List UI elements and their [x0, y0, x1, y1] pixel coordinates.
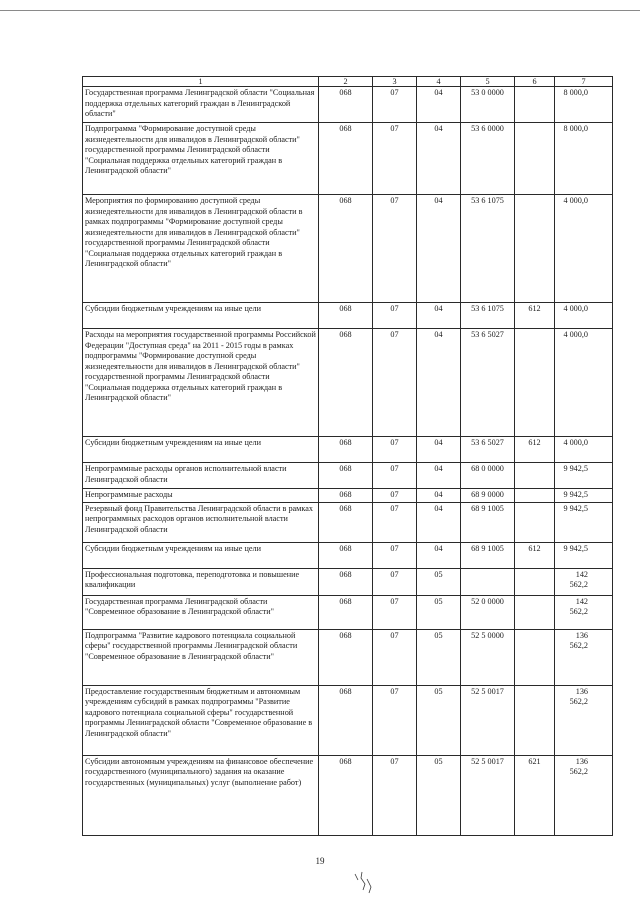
table-row — [83, 755, 613, 835]
row-code-3: 07 — [373, 755, 417, 835]
row-code-5: 52 0 0000 — [461, 595, 515, 629]
row-amount: 9 942,5 — [555, 489, 613, 503]
row-code-3: 07 — [373, 595, 417, 629]
row-code-5: 53 6 5027 — [461, 329, 515, 437]
row-code-2: 068 — [319, 568, 373, 595]
row-code-3: 07 — [373, 463, 417, 489]
table-row — [83, 463, 613, 489]
column-header: 7 — [555, 77, 613, 87]
table-row — [83, 123, 613, 195]
row-amount: 4 000,0 — [555, 437, 613, 463]
row-code-6 — [515, 329, 555, 437]
row-code-2: 068 — [319, 87, 373, 123]
row-amount: 136 562,2 — [555, 629, 613, 685]
row-name: Предоставление государственным бюджетным и автономным учреждениям субсидий в рамках подпрограммы "Развитие кадрового потенциала социальной сферы" государственной программы Ленинградской области "Современное образование в Ленинградской области" — [83, 685, 319, 755]
table-row — [83, 87, 613, 123]
row-code-4: 04 — [417, 329, 461, 437]
row-name: Подпрограмма "Развитие кадрового потенциала социальной сферы" государственной программы Ленинградской области "Современное образование в Ленинградской области" — [83, 629, 319, 685]
table-row — [83, 303, 613, 329]
column-header: 3 — [373, 77, 417, 87]
row-code-6 — [515, 123, 555, 195]
row-code-6: 612 — [515, 437, 555, 463]
row-code-4: 04 — [417, 87, 461, 123]
row-code-4: 04 — [417, 437, 461, 463]
row-code-5: 53 6 1075 — [461, 195, 515, 303]
row-name: Субсидии бюджетным учреждениям на иные цели — [83, 542, 319, 568]
row-code-3: 07 — [373, 123, 417, 195]
row-code-6: 612 — [515, 542, 555, 568]
row-code-5: 68 9 1005 — [461, 542, 515, 568]
row-code-2: 068 — [319, 685, 373, 755]
row-code-3: 07 — [373, 329, 417, 437]
row-code-3: 07 — [373, 542, 417, 568]
row-code-6: 612 — [515, 303, 555, 329]
row-code-2: 068 — [319, 629, 373, 685]
table-row — [83, 329, 613, 437]
row-code-5: 53 6 0000 — [461, 123, 515, 195]
row-code-2: 068 — [319, 195, 373, 303]
row-code-5: 68 9 1005 — [461, 502, 515, 542]
row-code-2: 068 — [319, 303, 373, 329]
row-code-3: 07 — [373, 568, 417, 595]
row-code-4: 05 — [417, 595, 461, 629]
row-amount: 4 000,0 — [555, 303, 613, 329]
row-name: Профессиональная подготовка, переподготовка и повышение квалификации — [83, 568, 319, 595]
row-amount: 8 000,0 — [555, 87, 613, 123]
row-code-6 — [515, 595, 555, 629]
row-code-3: 07 — [373, 685, 417, 755]
table-row — [83, 195, 613, 303]
row-code-5: 68 9 0000 — [461, 489, 515, 503]
row-code-6 — [515, 87, 555, 123]
row-code-4: 04 — [417, 463, 461, 489]
row-amount: 4 000,0 — [555, 329, 613, 437]
row-amount: 136 562,2 — [555, 685, 613, 755]
row-code-5 — [461, 568, 515, 595]
row-name: Государственная программа Ленинградской области "Современное образование в Ленинградской области" — [83, 595, 319, 629]
scan-top-edge-line — [0, 10, 640, 11]
row-name: Подпрограмма "Формирование доступной среды жизнедеятельности для инвалидов в Ленинградской области" государственной программы Ленинградской области "Социальная поддержка отдельных категорий граждан в Ленинградской области" — [83, 123, 319, 195]
table-row — [83, 595, 613, 629]
page-number: 19 — [315, 856, 325, 866]
row-code-2: 068 — [319, 329, 373, 437]
row-name: Непрограммные расходы — [83, 489, 319, 503]
row-code-4: 05 — [417, 755, 461, 835]
row-code-4: 05 — [417, 685, 461, 755]
row-amount: 9 942,5 — [555, 502, 613, 542]
row-name: Субсидии бюджетным учреждениям на иные цели — [83, 303, 319, 329]
row-amount: 136 562,2 — [555, 755, 613, 835]
row-name: Резервный фонд Правительства Ленинградской области в рамках непрограммных расходов органов исполнительной власти Ленинградской области — [83, 502, 319, 542]
row-code-3: 07 — [373, 195, 417, 303]
row-code-5: 52 5 0000 — [461, 629, 515, 685]
table-row — [83, 685, 613, 755]
row-amount: 142 562,2 — [555, 568, 613, 595]
row-code-2: 068 — [319, 595, 373, 629]
column-header: 6 — [515, 77, 555, 87]
row-code-2: 068 — [319, 463, 373, 489]
row-name: Субсидии бюджетным учреждениям на иные цели — [83, 437, 319, 463]
row-code-4: 04 — [417, 123, 461, 195]
row-code-5: 53 6 1075 — [461, 303, 515, 329]
row-code-5: 53 6 5027 — [461, 437, 515, 463]
table-row — [83, 629, 613, 685]
table-row — [83, 568, 613, 595]
row-code-2: 068 — [319, 755, 373, 835]
row-code-3: 07 — [373, 303, 417, 329]
row-name: Непрограммные расходы органов исполнительной власти Ленинградской области — [83, 463, 319, 489]
column-header: 2 — [319, 77, 373, 87]
row-code-3: 07 — [373, 437, 417, 463]
table-row — [83, 437, 613, 463]
table-row — [83, 542, 613, 568]
row-name: Субсидии автономным учреждениям на финансовое обеспечение государственного (муниципального) задания на оказание государственных (муниципальных) услуг (выполнение работ) — [83, 755, 319, 835]
table-row — [83, 489, 613, 503]
row-code-3: 07 — [373, 502, 417, 542]
row-amount: 4 000,0 — [555, 195, 613, 303]
row-name: Мероприятия по формированию доступной среды жизнедеятельности для инвалидов в Ленинградской области в рамках подпрограммы "Формирование доступной среды жизнедеятельности для инвалидов в Ленинградской области" государственной программы Ленинградской области "Социальная поддержка отдельных категорий граждан в Ленинградской области" — [83, 195, 319, 303]
row-code-5: 68 0 0000 — [461, 463, 515, 489]
row-code-4: 04 — [417, 502, 461, 542]
row-code-2: 068 — [319, 437, 373, 463]
row-amount: 9 942,5 — [555, 542, 613, 568]
row-code-2: 068 — [319, 542, 373, 568]
row-code-6 — [515, 685, 555, 755]
table-header-row — [83, 77, 613, 87]
row-name: Государственная программа Ленинградской области "Социальная поддержка отдельных категорий граждан в Ленинградской области" — [83, 87, 319, 123]
column-header: 5 — [461, 77, 515, 87]
row-amount: 9 942,5 — [555, 463, 613, 489]
row-code-3: 07 — [373, 87, 417, 123]
row-code-5: 52 5 0017 — [461, 755, 515, 835]
row-code-6 — [515, 502, 555, 542]
row-code-2: 068 — [319, 489, 373, 503]
row-amount: 142 562,2 — [555, 595, 613, 629]
row-code-6: 621 — [515, 755, 555, 835]
column-header: 4 — [417, 77, 461, 87]
row-amount: 8 000,0 — [555, 123, 613, 195]
row-code-4: 05 — [417, 629, 461, 685]
scan-scribble-icon — [352, 870, 376, 896]
row-code-2: 068 — [319, 502, 373, 542]
row-code-6 — [515, 463, 555, 489]
table-row — [83, 502, 613, 542]
row-code-6 — [515, 489, 555, 503]
row-code-3: 07 — [373, 489, 417, 503]
row-code-6 — [515, 568, 555, 595]
row-code-3: 07 — [373, 629, 417, 685]
row-code-6 — [515, 629, 555, 685]
row-code-5: 52 5 0017 — [461, 685, 515, 755]
row-code-4: 05 — [417, 568, 461, 595]
row-code-4: 04 — [417, 489, 461, 503]
column-header: 1 — [83, 77, 319, 87]
row-code-4: 04 — [417, 195, 461, 303]
row-name: Расходы на мероприятия государственной программы Российской Федерации "Доступная среда" на 2011 - 2015 годы в рамках подпрограммы "Формирование доступной среды жизнедеятельности для инвалидов в Ленинградской области" государственной программы Ленинградской области "Социальная поддержка отдельных категорий граждан в Ленинградской области" — [83, 329, 319, 437]
row-code-4: 04 — [417, 542, 461, 568]
row-code-5: 53 0 0000 — [461, 87, 515, 123]
row-code-6 — [515, 195, 555, 303]
row-code-4: 04 — [417, 303, 461, 329]
budget-table — [82, 76, 613, 836]
row-code-2: 068 — [319, 123, 373, 195]
